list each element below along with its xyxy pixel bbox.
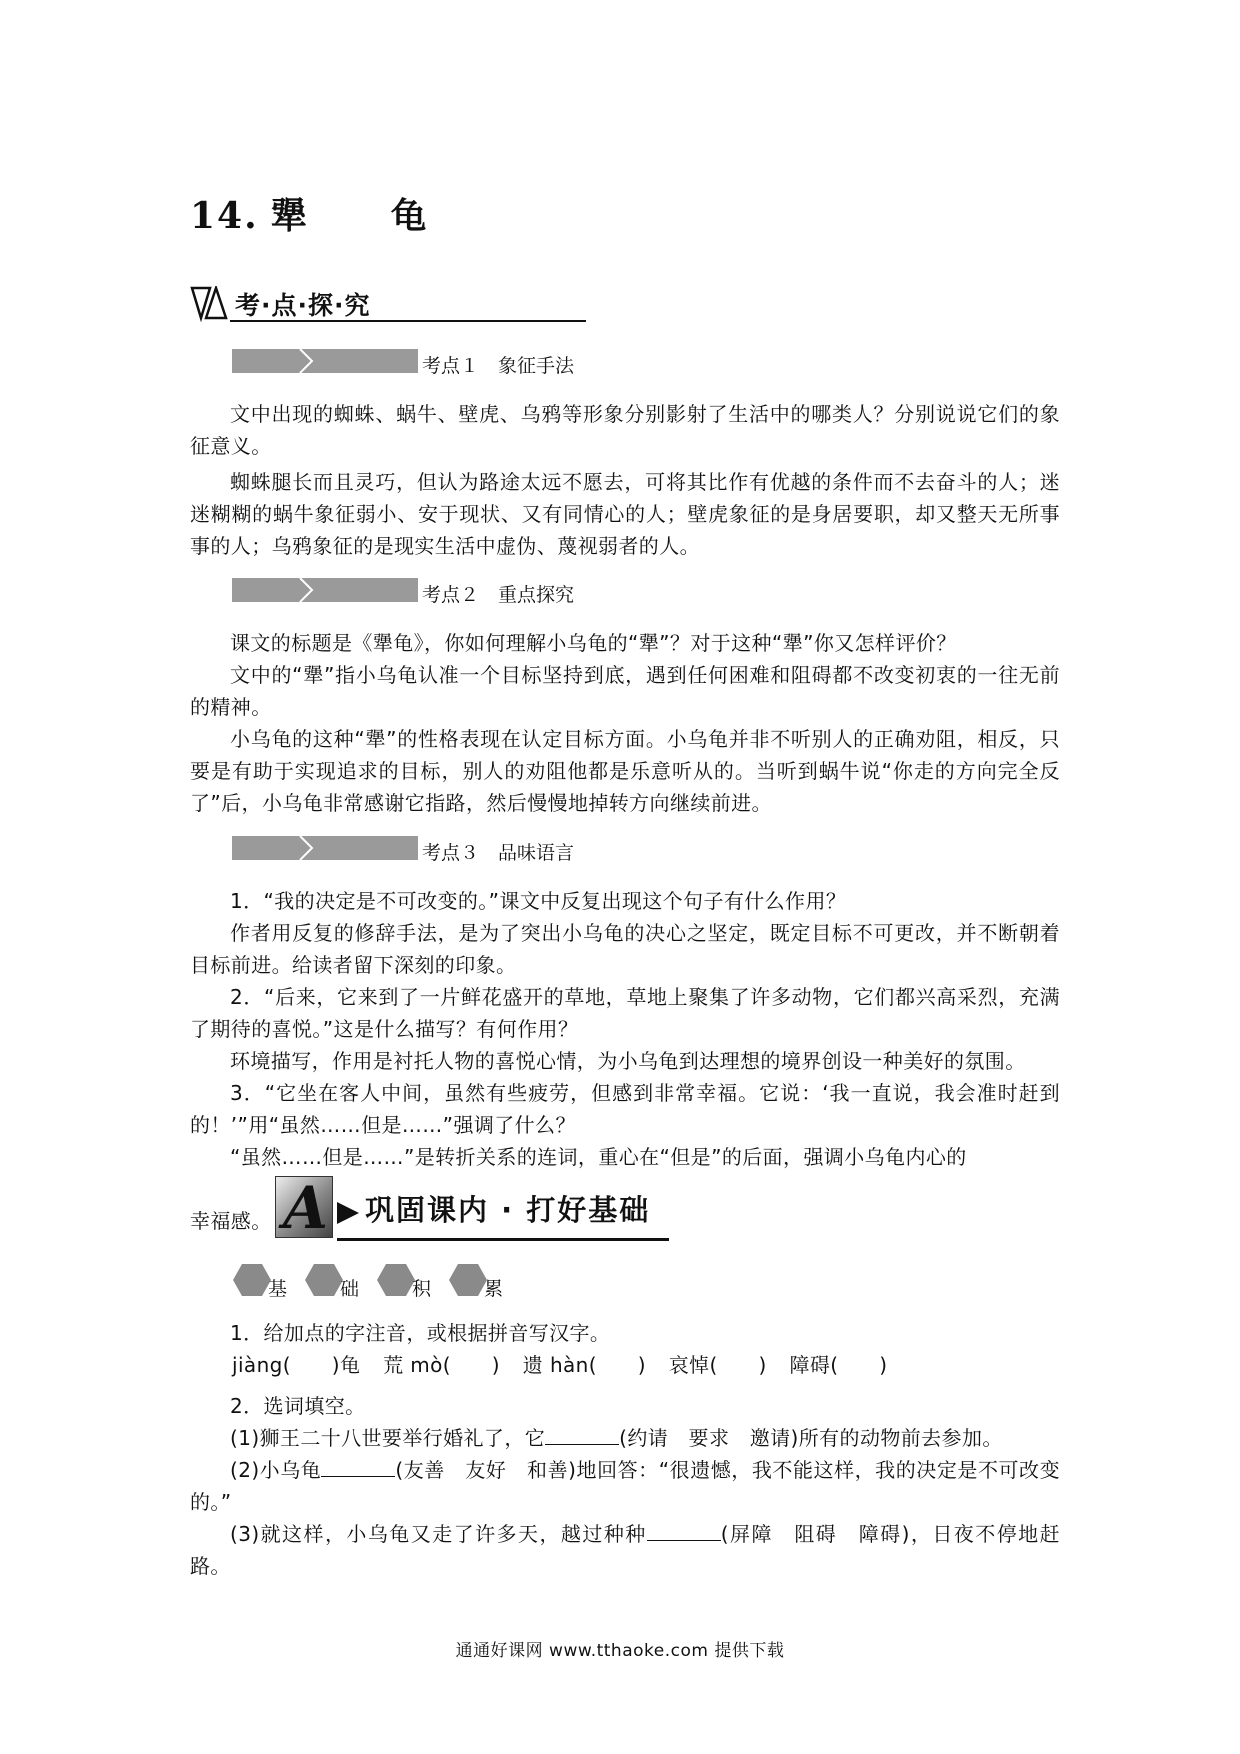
section-underline [230,320,586,322]
kp3-q2: 2．“后来，它来到了一片鲜花盛开的草地，草地上聚集了许多动物，它们都兴高采烈，充满了期待的喜悦。”这是什么描写？有何作用？ [190,985,1060,1041]
page-footer: 通通好课网 www.tthaoke.com 提供下载 [455,1641,785,1661]
kp3-a3-line1: “虽然……但是……”是转折关系的连词，重心在“但是”的后面，强调小乌龟内心的 [230,1145,967,1169]
kp1-answer: 蜘蛛腿长而且灵巧，但认为路途太远不愿去，可将其比作有优越的条件而不去奋斗的人；迷迷糊糊的蜗牛象征弱小、安于现状、又有同情心的人；壁虎象征的是身居要职，却又整天无所事事的人；乌鸦象征的是现实生活中虚伪、蔑视弱者的人。 [190,470,1060,558]
kp3-a3-line2: 幸福感。 [190,1209,272,1233]
ex1-item: 障碍( ) [789,1353,888,1377]
part-a-title: 巩固课内 · 打好基础 [365,1193,651,1227]
arrow-bar-icon [232,349,418,373]
kp2-label: 考点２ 重点探究 [422,584,575,606]
kp2-answer-2: 小乌龟的这种“犟”的性格表现在认定目标方面。小乌龟并非不听别人的正确劝阻，相反，只要是有助于实现追求的目标，别人的劝阻他都是乐意听从的。当听到蜗牛说“你走的方向完全反了”后，小乌龟非常感谢它指路，然后慢慢地掉转方向继续前进。 [190,727,1060,815]
ex2-s1-options: (约请 要求 邀请) [619,1426,799,1450]
kp-bar [232,836,418,860]
jichu-char: 础 [340,1278,360,1300]
ex2-title: 2．选词填空。 [230,1394,366,1418]
kp3-q3: 3．“它坐在客人中间，虽然有些疲劳，但感到非常幸福。它说：‘我一直说，我会准时赶到的！’”用“虽然……但是……”强调了什么？ [190,1081,1060,1137]
hexagon-icon [232,1262,272,1298]
kp3-a2: 环境描写，作用是衬托人物的喜悦心情，为小乌龟到达理想的境界创设一种美好的氛围。 [230,1049,1026,1073]
fill-blank[interactable] [647,1521,721,1541]
fill-blank[interactable] [545,1425,619,1445]
ex2-s3-text-end: ，日夜不停地赶路。 [190,1522,1060,1578]
kp2-question: 课文的标题是《犟龟》，你如何理解小乌龟的“犟”？对于这种“犟”你又怎样评价？ [230,631,957,655]
ex1-item: 遗 hàn( ) [522,1353,646,1377]
double-triangle-icon [190,286,234,322]
ex2-s3-options: (屏障 阻碍 障碍) [720,1522,910,1546]
ex1-items [232,1349,1052,1381]
jichu-char: 积 [412,1278,432,1300]
lesson-name: 犟 龟 [270,195,451,237]
ex2-s1-text: (1)狮王二十八世要举行婚礼了，它 [230,1426,546,1450]
ex2-s3-text: (3)就这样，小乌龟又走了许多天，越过种种 [230,1522,647,1546]
section-label: 考·点·探·究 [235,291,371,320]
part-a-banner [275,1176,675,1248]
lesson-number: 14. [190,195,259,237]
kp1-label: 考点１ 象征手法 [422,355,575,377]
kp-bar [232,578,418,602]
kp3-label: 考点３ 品味语言 [422,842,575,864]
kp3-a1: 作者用反复的修辞手法，是为了突出小乌龟的决心之坚定，既定目标不可更改，并不断朝着目标前进。给读者留下深刻的印象。 [190,921,1060,977]
lesson-title [190,188,451,239]
ex2-s2-text-end: 地回答：“很遗憾，我不能这样，我的决定是不可改变的。” [190,1458,1061,1514]
hexagon-icon [448,1262,488,1298]
hexagon-icon [376,1262,416,1298]
ex2-sentence-1 [190,1422,1060,1454]
kp-bar [232,349,418,373]
ex1-title: 1．给加点的字注音，或根据拼音写汉字。 [230,1321,611,1345]
section-banner [190,286,400,322]
jichu-char: 累 [484,1278,504,1300]
kp1-question: 文中出现的蜘蛛、蜗牛、壁虎、乌鸦等形象分别影射了生活中的哪类人？分别说说它们的象征意义。 [190,402,1060,458]
hexagon-icon [304,1262,344,1298]
ex2-sentence-3 [190,1518,1060,1582]
triangle-arrow-icon [337,1202,359,1224]
arrow-bar-icon [232,836,418,860]
ex1-item: jiàng( )龟 [232,1353,361,1377]
ex1-item: 哀悼( ) [668,1353,767,1377]
ex2-s2-text: (2)小乌龟 [230,1458,322,1482]
jichu-char: 基 [268,1278,288,1300]
kp2-answer-1: 文中的“犟”指小乌龟认准一个目标坚持到底，遇到任何困难和阻碍都不改变初衷的一往无前的精神。 [190,663,1060,719]
ex2-s1-text-end: 所有的动物前去参加。 [798,1426,1003,1450]
fill-blank[interactable] [321,1457,395,1477]
ex1-item: 荒 mò( ) [383,1353,501,1377]
part-a-letter: A [283,1174,329,1242]
ex2-s2-options: (友善 友好 和善) [395,1458,577,1482]
arrow-bar-icon [232,578,418,602]
ex2-sentence-2 [190,1454,1060,1518]
kp3-q1: 1．“我的决定是不可改变的。”课文中反复出现这个句子有什么作用？ [230,889,847,913]
part-a-underline [337,1238,669,1241]
